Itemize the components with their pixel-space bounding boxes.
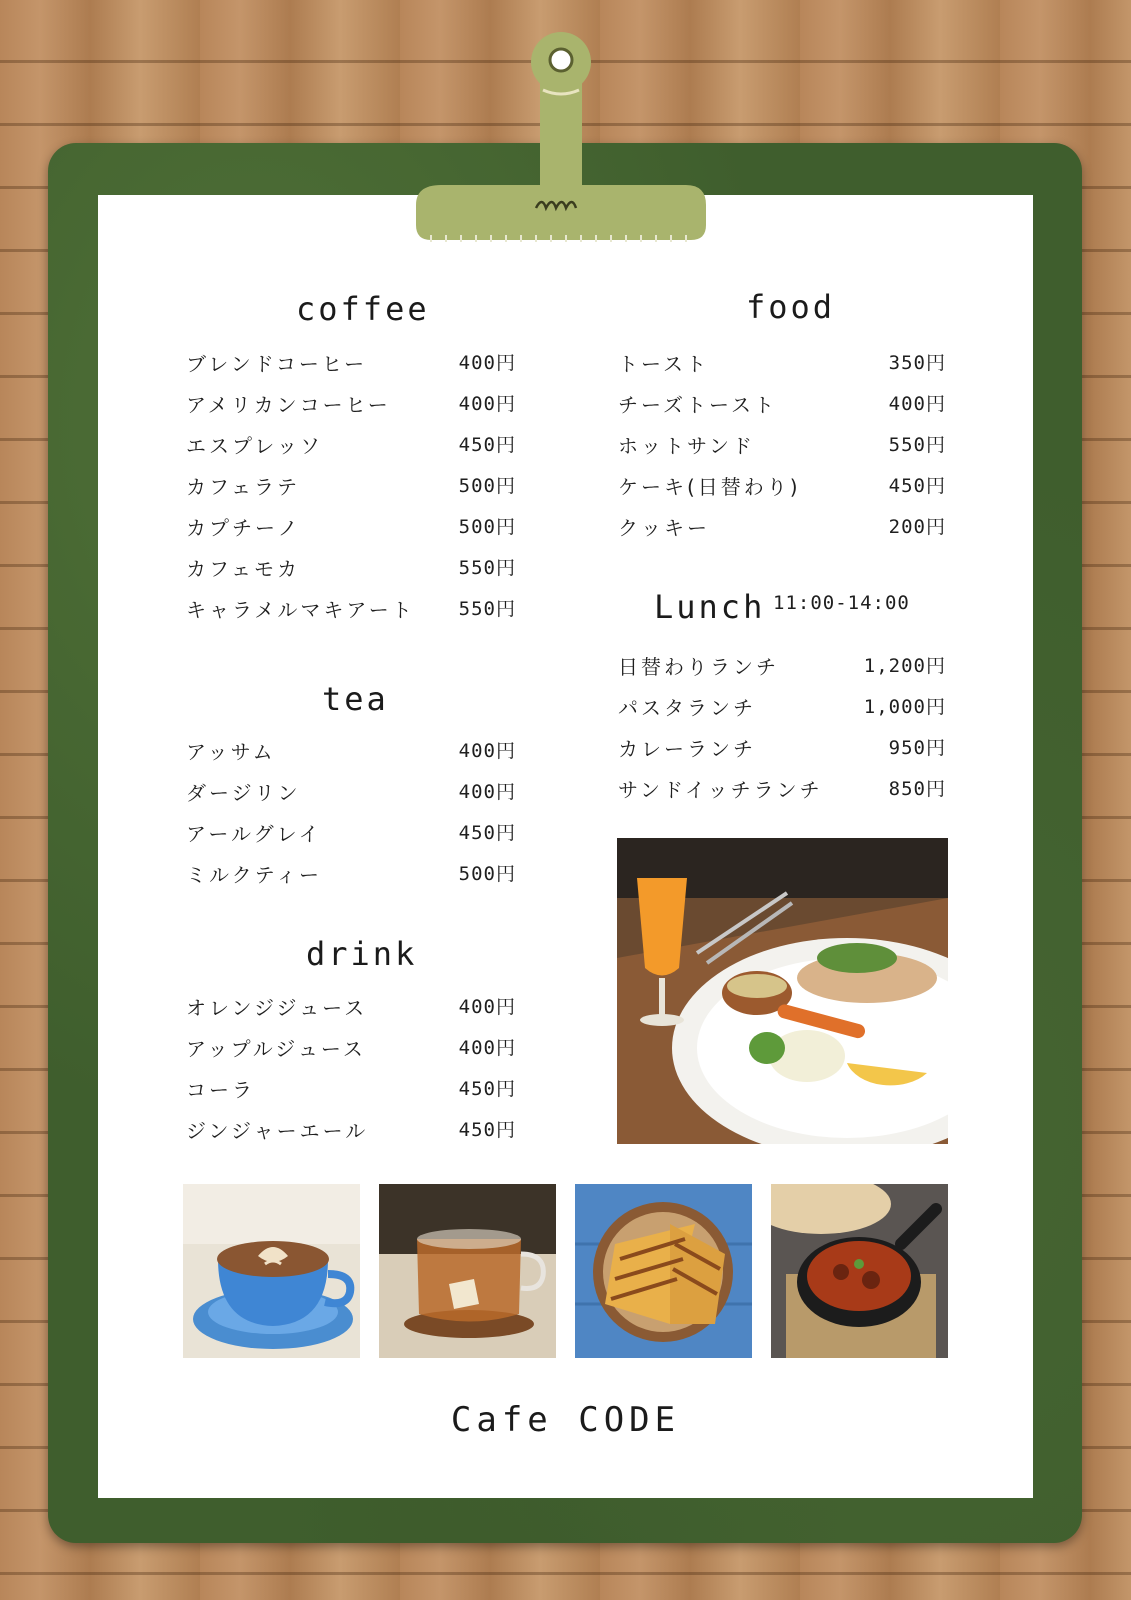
hotsand-photo [575, 1184, 752, 1358]
menu-item: コーラ 450円 [186, 1078, 516, 1102]
tea-photo [379, 1184, 556, 1358]
menu-item: カレーランチ 950円 [618, 737, 946, 761]
menu-item: トースト 350円 [618, 352, 946, 376]
menu-item: ブレンドコーヒー 400円 [186, 352, 516, 376]
coffee-title: coffee [296, 290, 430, 328]
latte-photo [183, 1184, 360, 1358]
clip-icon [416, 30, 716, 250]
curry-photo [771, 1184, 948, 1358]
menu-item: アッサム 400円 [186, 740, 516, 764]
menu-item: チーズトースト 400円 [618, 393, 946, 417]
menu-item: アールグレイ 450円 [186, 822, 516, 846]
food-list [618, 342, 946, 547]
menu-item: カフェモカ 550円 [186, 557, 516, 581]
menu-item: エスプレッソ 450円 [186, 434, 516, 458]
menu-item: キャラメルマキアート 550円 [186, 598, 516, 622]
menu-item: パスタランチ 1,000円 [618, 696, 946, 720]
menu-item: ジンジャーエール 450円 [186, 1119, 516, 1143]
drink-title: drink [306, 935, 418, 973]
lunch-hours: 11:00-14:00 [773, 592, 910, 614]
lunch-list [618, 645, 946, 809]
menu-item: オレンジジュース 400円 [186, 996, 516, 1020]
cafe-brand-name: Cafe CODE [450, 1400, 681, 1440]
menu-item: ケーキ(日替わり) 450円 [618, 475, 946, 499]
menu-item: アメリカンコーヒー 400円 [186, 393, 516, 417]
tea-title: tea [322, 680, 389, 718]
drink-list [186, 986, 516, 1150]
menu-item: サンドイッチランチ 850円 [618, 778, 946, 802]
tea-list [186, 730, 516, 894]
coffee-list [186, 342, 516, 629]
menu-item: ミルクティー 500円 [186, 863, 516, 887]
menu-item: ホットサンド 550円 [618, 434, 946, 458]
lunch-plate-photo [617, 838, 948, 1144]
menu-item: 日替わりランチ 1,200円 [618, 655, 946, 679]
food-title: food [746, 288, 836, 326]
menu-item: カフェラテ 500円 [186, 475, 516, 499]
menu-item: カプチーノ 500円 [186, 516, 516, 540]
menu-item: ダージリン 400円 [186, 781, 516, 805]
menu-item: アップルジュース 400円 [186, 1037, 516, 1061]
lunch-title: Lunch [654, 588, 766, 626]
menu-item: クッキー 200円 [618, 516, 946, 540]
